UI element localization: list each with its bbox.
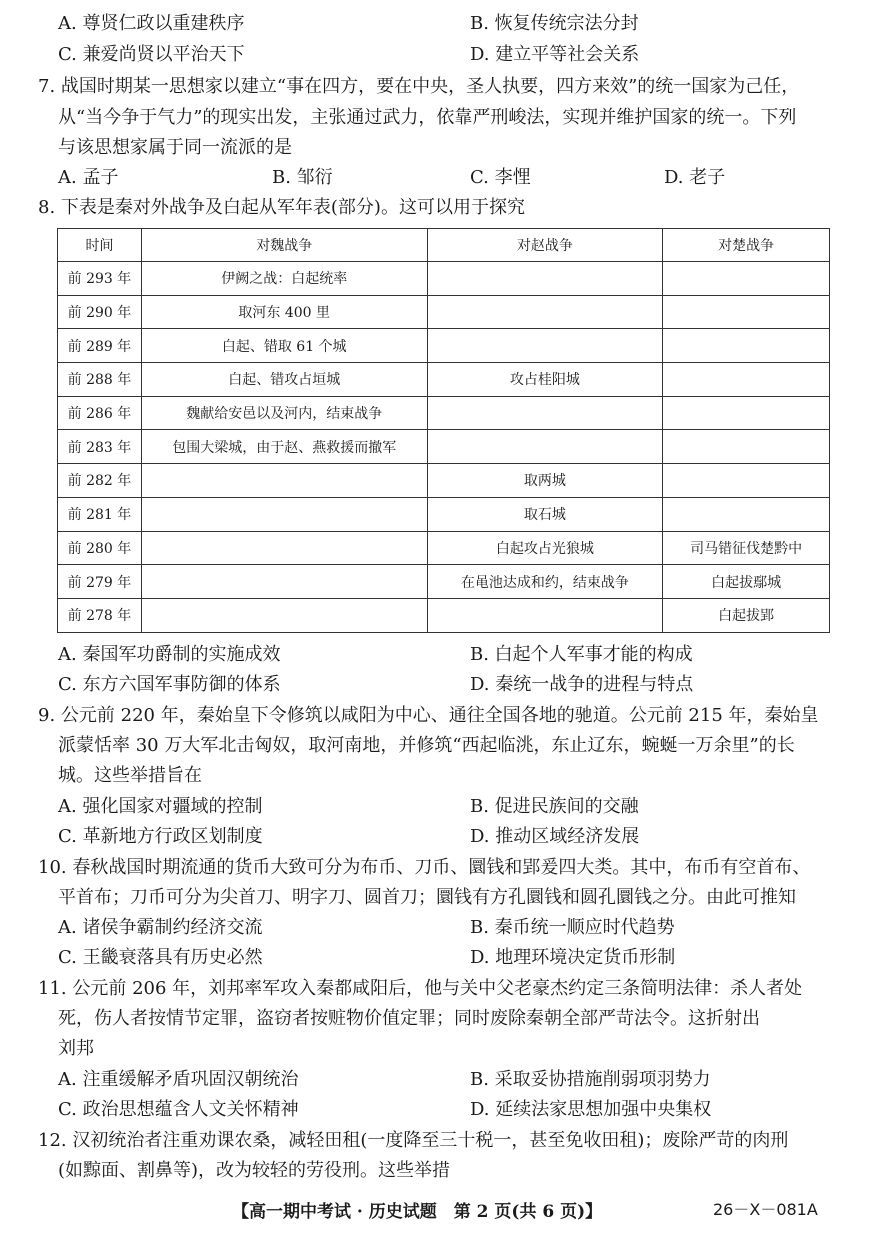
table-row [58, 497, 830, 531]
cell-chu [663, 430, 830, 464]
q8-option-b: B. 白起个人军事才能的构成 [470, 644, 693, 665]
q7-option-a: A. 孟子 [58, 167, 119, 188]
war-timeline-table [57, 228, 830, 633]
q11-option-d: D. 延续法家思想加强中央集权 [470, 1099, 712, 1120]
q9-stem-line-1: 9. 公元前 220 年，秦始皇下令修筑以咸阳为中心、通往全国各地的驰道。公元前 215 年，秦始皇 [38, 705, 819, 726]
cell-zhao: 攻占桂阳城 [427, 363, 663, 397]
q7-stem-line-3: 与该思想家属于同一流派的是 [58, 137, 292, 158]
cell-zhao [427, 329, 663, 363]
cell-zhao [427, 295, 663, 329]
footer-title: 【高一期中考试 · 历史试题 第 2 页(共 6 页)】 [232, 1202, 603, 1222]
cell-year: 前 281 年 [58, 497, 142, 531]
cell-chu: 白起拔鄢城 [663, 565, 830, 599]
cell-wei: 白起、错取 61 个城 [141, 329, 427, 363]
cell-wei [141, 565, 427, 599]
cell-year: 前 290 年 [58, 295, 142, 329]
cell-wei: 魏献给安邑以及河内，结束战争 [141, 396, 427, 430]
q10-stem-line-2: 平首布；刀币可分为尖首刀、明字刀、圆首刀；圜钱有方孔圜钱和圆孔圜钱之分。由此可推知 [58, 887, 796, 908]
cell-wei: 取河东 400 里 [141, 295, 427, 329]
q6-option-a: A. 尊贤仁政以重建秩序 [58, 13, 245, 34]
q9-stem-line-3: 城。这些举措旨在 [58, 765, 202, 786]
header-wei: 对魏战争 [141, 229, 427, 262]
table-row [58, 464, 830, 498]
cell-year: 前 278 年 [58, 598, 142, 632]
cell-year: 前 288 年 [58, 363, 142, 397]
cell-year: 前 293 年 [58, 262, 142, 296]
q8-option-c: C. 东方六国军事防御的体系 [58, 674, 281, 695]
footer-code: 26－X－081A [713, 1200, 818, 1219]
cell-chu [663, 464, 830, 498]
cell-wei [141, 598, 427, 632]
cell-wei [141, 497, 427, 531]
cell-chu [663, 262, 830, 296]
q9-option-a: A. 强化国家对疆域的控制 [58, 796, 263, 817]
table-row [58, 329, 830, 363]
cell-chu: 白起拔郢 [663, 598, 830, 632]
q11-option-c: C. 政治思想蕴含人文关怀精神 [58, 1099, 299, 1120]
cell-wei: 白起、错攻占垣城 [141, 363, 427, 397]
q9-option-b: B. 促进民族间的交融 [470, 796, 639, 817]
q11-stem-line-2: 死，伤人者按情节定罪，盗窃者按赃物价值定罪；同时废除秦朝全部严苛法令。这折射出 [58, 1008, 760, 1029]
q10-option-d: D. 地理环境决定货币形制 [470, 947, 676, 968]
q10-option-a: A. 诸侯争霸制约经济交流 [58, 917, 263, 938]
q6-option-c: C. 兼爱尚贤以平治天下 [58, 44, 245, 65]
q7-stem-line-2: 从“当今争于气力”的现实出发，主张通过武力，依靠严刑峻法，实现并维护国家的统一。下列 [58, 107, 797, 128]
cell-chu [663, 295, 830, 329]
cell-year: 前 280 年 [58, 531, 142, 565]
cell-year: 前 282 年 [58, 464, 142, 498]
q7-option-b: B. 邹衍 [272, 167, 333, 188]
cell-year: 前 283 年 [58, 430, 142, 464]
q7-option-d: D. 老子 [664, 167, 726, 188]
q9-option-d: D. 推动区域经济发展 [470, 826, 640, 847]
table-row [58, 396, 830, 430]
q8-option-d: D. 秦统一战争的进程与特点 [470, 674, 694, 695]
cell-chu [663, 329, 830, 363]
table-row [58, 295, 830, 329]
cell-zhao: 白起攻占光狼城 [427, 531, 663, 565]
cell-zhao: 取两城 [427, 464, 663, 498]
cell-zhao [427, 598, 663, 632]
cell-zhao [427, 396, 663, 430]
cell-chu [663, 363, 830, 397]
table-header-row [58, 229, 830, 262]
q11-option-a: A. 注重缓解矛盾巩固汉朝统治 [58, 1069, 299, 1090]
cell-zhao [427, 430, 663, 464]
q12-stem-line-2: (如黥面、割鼻等)，改为较轻的劳役刑。这些举措 [58, 1160, 451, 1181]
cell-wei [141, 464, 427, 498]
header-zhao: 对赵战争 [427, 229, 663, 262]
cell-year: 前 286 年 [58, 396, 142, 430]
q10-stem-line-1: 10. 春秋战国时期流通的货币大致可分为布币、刀币、圜钱和郢爰四大类。其中，布币有空首布、 [38, 857, 811, 878]
q8-stem: 8. 下表是秦对外战争及白起从军年表(部分)。这可以用于探究 [38, 197, 525, 218]
table-row [58, 430, 830, 464]
cell-chu [663, 396, 830, 430]
cell-chu: 司马错征伐楚黔中 [663, 531, 830, 565]
q9-stem-line-2: 派蒙恬率 30 万大军北击匈奴，取河南地，并修筑“西起临洮，东止辽东，蜿蜒一万余里”的长 [58, 735, 795, 756]
table-row [58, 262, 830, 296]
table-row [58, 363, 830, 397]
header-time: 时间 [58, 229, 142, 262]
q7-option-c: C. 李悝 [470, 167, 531, 188]
q10-option-b: B. 秦币统一顺应时代趋势 [470, 917, 675, 938]
cell-zhao: 在黾池达成和约，结束战争 [427, 565, 663, 599]
header-chu: 对楚战争 [663, 229, 830, 262]
q7-stem-line-1: 7. 战国时期某一思想家以建立“事在四方，要在中央，圣人执要，四方来效”的统一国家为己任， [38, 76, 800, 97]
table-row [58, 598, 830, 632]
q9-option-c: C. 革新地方行政区划制度 [58, 826, 263, 847]
cell-year: 前 289 年 [58, 329, 142, 363]
cell-wei: 包围大梁城，由于赵、燕救援而撤军 [141, 430, 427, 464]
cell-zhao: 取石城 [427, 497, 663, 531]
q6-option-d: D. 建立平等社会关系 [470, 44, 640, 65]
q8-option-a: A. 秦国军功爵制的实施成效 [58, 644, 281, 665]
page-footer [0, 1197, 870, 1223]
q10-option-c: C. 王畿衰落具有历史必然 [58, 947, 263, 968]
cell-chu [663, 497, 830, 531]
q11-stem-line-3: 刘邦 [58, 1038, 94, 1059]
table-row [58, 565, 830, 599]
cell-zhao [427, 262, 663, 296]
q11-stem-line-1: 11. 公元前 206 年，刘邦率军攻入秦都咸阳后，他与关中父老豪杰约定三条简明法律：杀人者处 [38, 978, 803, 999]
cell-year: 前 279 年 [58, 565, 142, 599]
q11-option-b: B. 采取妥协措施削弱项羽势力 [470, 1069, 711, 1090]
cell-wei [141, 531, 427, 565]
q6-option-b: B. 恢复传统宗法分封 [470, 13, 639, 34]
q12-stem-line-1: 12. 汉初统治者注重劝课农桑，减轻田租(一度降至三十税一，甚至免收田租)；废除严苛的肉刑 [38, 1130, 789, 1151]
table-row [58, 531, 830, 565]
cell-wei: 伊阙之战：白起统率 [141, 262, 427, 296]
